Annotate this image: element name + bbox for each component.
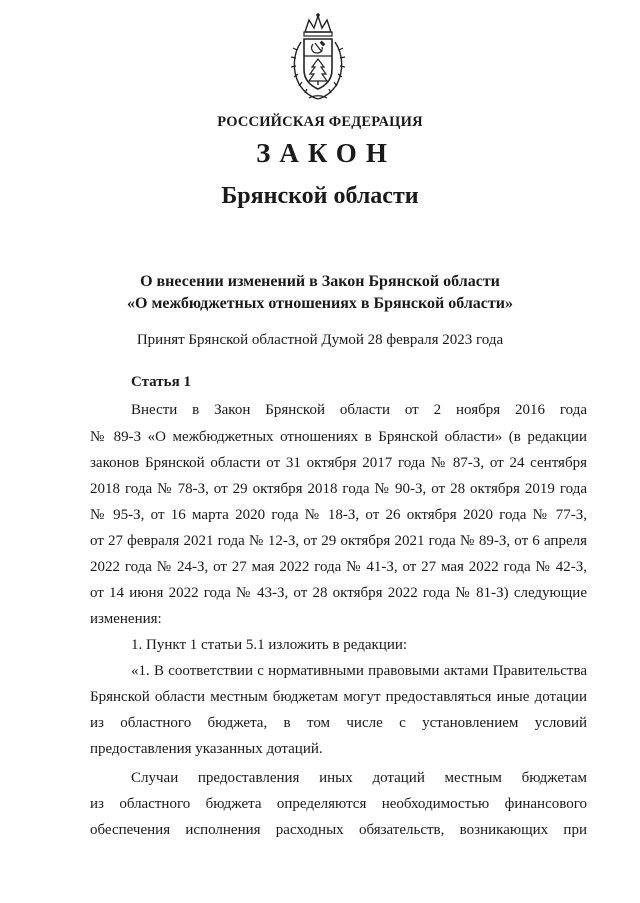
law-title-line-1: О внесении изменений в Закон Брянской области [140,273,500,290]
paragraph-line: от 27 февраля 2021 года № 12-З, от 29 октября 2021 года № 89-З, от 6 апреля [90,533,587,549]
article-heading: Статья 1 [131,374,191,390]
paragraph-line: 2022 года № 24-З, от 27 мая 2022 года № 41-З, от 27 мая 2022 года № 42-З, [90,559,587,575]
law-title-line-2: «О межбюджетных отношениях в Брянской области» [127,295,513,312]
quote-line: «1. В соответствии с нормативными правовыми актами Правительства [131,663,587,679]
paragraph-line: 2018 года № 78-З, от 29 октября 2018 года № 90-З, от 28 октября 2019 года [90,481,587,497]
region-name: Брянской области [221,183,419,209]
document-type: ЗАКОН [256,138,396,168]
paragraph-line: Случаи предоставления иных дотаций местным бюджетам [131,770,587,786]
paragraph-line: обеспечения исполнения расходных обязательств, возникающих при [90,822,587,838]
adoption-note: Принят Брянской областной Думой 28 февраля 2023 года [136,332,504,348]
quote-line: предоставления указанных дотаций. [90,741,323,757]
paragraph-line: Внести в Закон Брянской области от 2 ноября 2016 года [131,402,587,418]
paragraph-line: № 95-З, от 16 марта 2020 года № 18-З, от 26 октября 2020 года № 77-З, [90,507,587,523]
paragraph-line: от 14 июня 2022 года № 43-З, от 28 октября 2022 года № 81-З) следующие [90,585,587,601]
quote-line: из областного бюджета, в том числе с установлением условий [90,715,587,731]
paragraph-line: изменения: [90,611,162,627]
paragraph-line: № 89-З «О межбюджетных отношениях в Брянской области» (в редакции [90,429,587,445]
quote-line: Брянской области местным бюджетам могут предоставляться иные дотации [90,689,587,705]
coat-of-arms-icon [287,12,349,104]
country-name: РОССИЙСКАЯ ФЕДЕРАЦИЯ [217,114,423,130]
list-item: 1. Пункт 1 статьи 5.1 изложить в редакции: [131,637,408,653]
paragraph-line: законов Брянской области от 31 октября 2017 года № 87-З, от 24 сентября [90,455,587,471]
paragraph-line: из областного бюджета определяются необходимостью финансового [90,796,587,812]
